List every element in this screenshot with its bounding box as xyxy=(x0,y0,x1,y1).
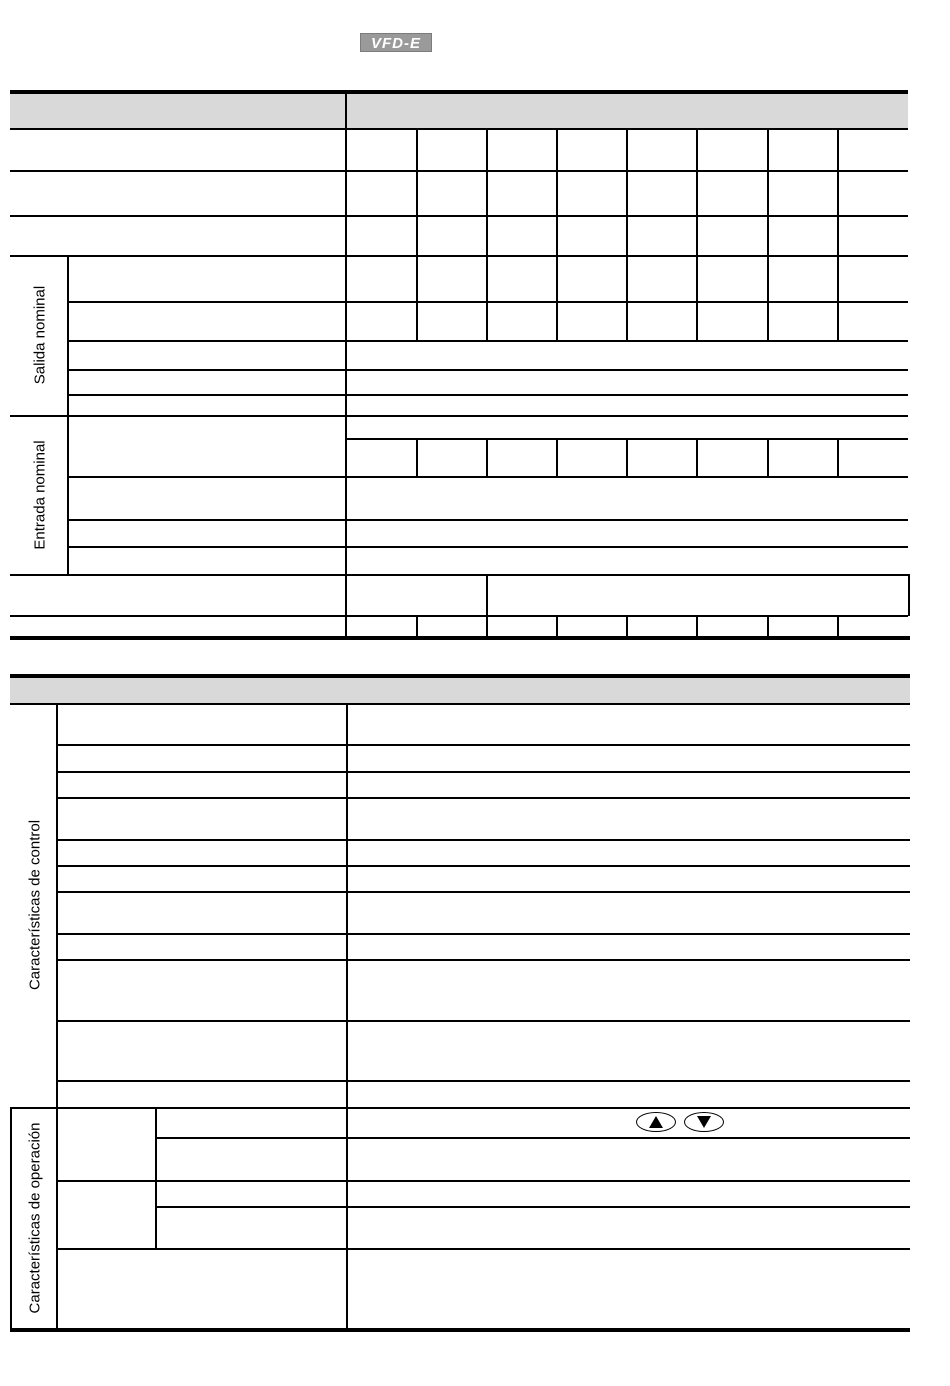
table2-row-line xyxy=(57,865,910,867)
table1-col-line xyxy=(767,128,769,302)
table1-bottom-border xyxy=(10,636,910,640)
table1-row-line xyxy=(10,415,908,417)
table2-row-line xyxy=(57,933,910,935)
table1-col-line xyxy=(626,615,628,637)
table1-row-line xyxy=(68,340,908,342)
table2-row-line xyxy=(156,1206,910,1208)
table1-row-line xyxy=(68,301,908,303)
table1-col-line xyxy=(767,301,769,341)
table1-col-line xyxy=(416,438,418,477)
table2-row-line xyxy=(57,1248,910,1250)
operation-characteristics-label: Características de operación xyxy=(26,1122,44,1314)
table2-sub-divider xyxy=(155,1107,157,1249)
table1-col-line xyxy=(556,301,558,341)
table1-col-line xyxy=(556,615,558,637)
table2-row-line xyxy=(57,1020,910,1022)
table1-col-line xyxy=(556,438,558,477)
table1-col-line xyxy=(767,438,769,477)
table1-col-line xyxy=(626,301,628,341)
table1-col-line xyxy=(696,438,698,477)
table2-row-line xyxy=(57,839,910,841)
table1-header-bottom xyxy=(10,128,908,130)
table1-row-line xyxy=(10,255,908,257)
table2-bottom-border xyxy=(10,1328,910,1332)
table2-header-band xyxy=(10,678,910,704)
table1-col-line xyxy=(486,615,488,637)
table2-row-line xyxy=(57,771,910,773)
table1-row-line xyxy=(68,519,908,521)
table1-col-line xyxy=(416,128,418,302)
table1-col-line xyxy=(486,438,488,477)
table1-col-line xyxy=(696,301,698,341)
table1-col-line xyxy=(837,128,839,302)
up-arrow-icon xyxy=(636,1112,676,1132)
table1-group-divider xyxy=(67,255,69,575)
table1-col-line xyxy=(696,615,698,637)
table2-main-divider xyxy=(346,703,348,1330)
control-characteristics-label: Características de control xyxy=(26,819,44,991)
down-arrow-icon xyxy=(684,1112,724,1132)
table1-col-line xyxy=(626,128,628,302)
table1-col-line xyxy=(837,438,839,477)
table1-row-line xyxy=(10,574,908,576)
table1-col-line xyxy=(556,128,558,302)
table1-row-line xyxy=(68,546,908,548)
input-rating-label: Entrada nominal xyxy=(31,440,49,550)
table1-header-band xyxy=(10,94,908,128)
vfd-e-logo: VFD-E xyxy=(360,33,432,52)
table1-col-line xyxy=(416,615,418,637)
table2-row-line xyxy=(57,744,910,746)
table2-row-line xyxy=(57,1080,910,1082)
table1-row-line xyxy=(68,394,908,396)
table2-header-bottom xyxy=(10,703,910,705)
table1-col-line xyxy=(486,301,488,341)
table1-col-line xyxy=(486,574,488,616)
table1-header-divider xyxy=(345,90,347,130)
table2-row-line xyxy=(57,1180,910,1182)
table2-row-line xyxy=(57,891,910,893)
table1-row-line xyxy=(10,215,908,217)
table1-col-line xyxy=(696,128,698,302)
table1-col-line xyxy=(837,615,839,637)
table1-row-line xyxy=(68,369,908,371)
table1-col-line xyxy=(626,438,628,477)
table1-col-line xyxy=(486,128,488,302)
table1-col-line xyxy=(837,301,839,341)
table1-col-line xyxy=(767,615,769,637)
table1-row-line xyxy=(10,170,908,172)
table1-row-line xyxy=(10,615,908,617)
output-rating-label: Salida nominal xyxy=(31,285,49,385)
table2-group-line xyxy=(10,1107,910,1109)
table1-col-line xyxy=(416,301,418,341)
table2-left-border xyxy=(10,1107,12,1331)
table2-row-line xyxy=(156,1137,910,1139)
table1-row-line xyxy=(68,476,908,478)
table2-group-divider xyxy=(56,703,58,1330)
table1-right-border xyxy=(908,574,910,616)
table2-row-line xyxy=(57,797,910,799)
table2-row-line xyxy=(57,959,910,961)
table1-main-divider xyxy=(345,128,347,638)
